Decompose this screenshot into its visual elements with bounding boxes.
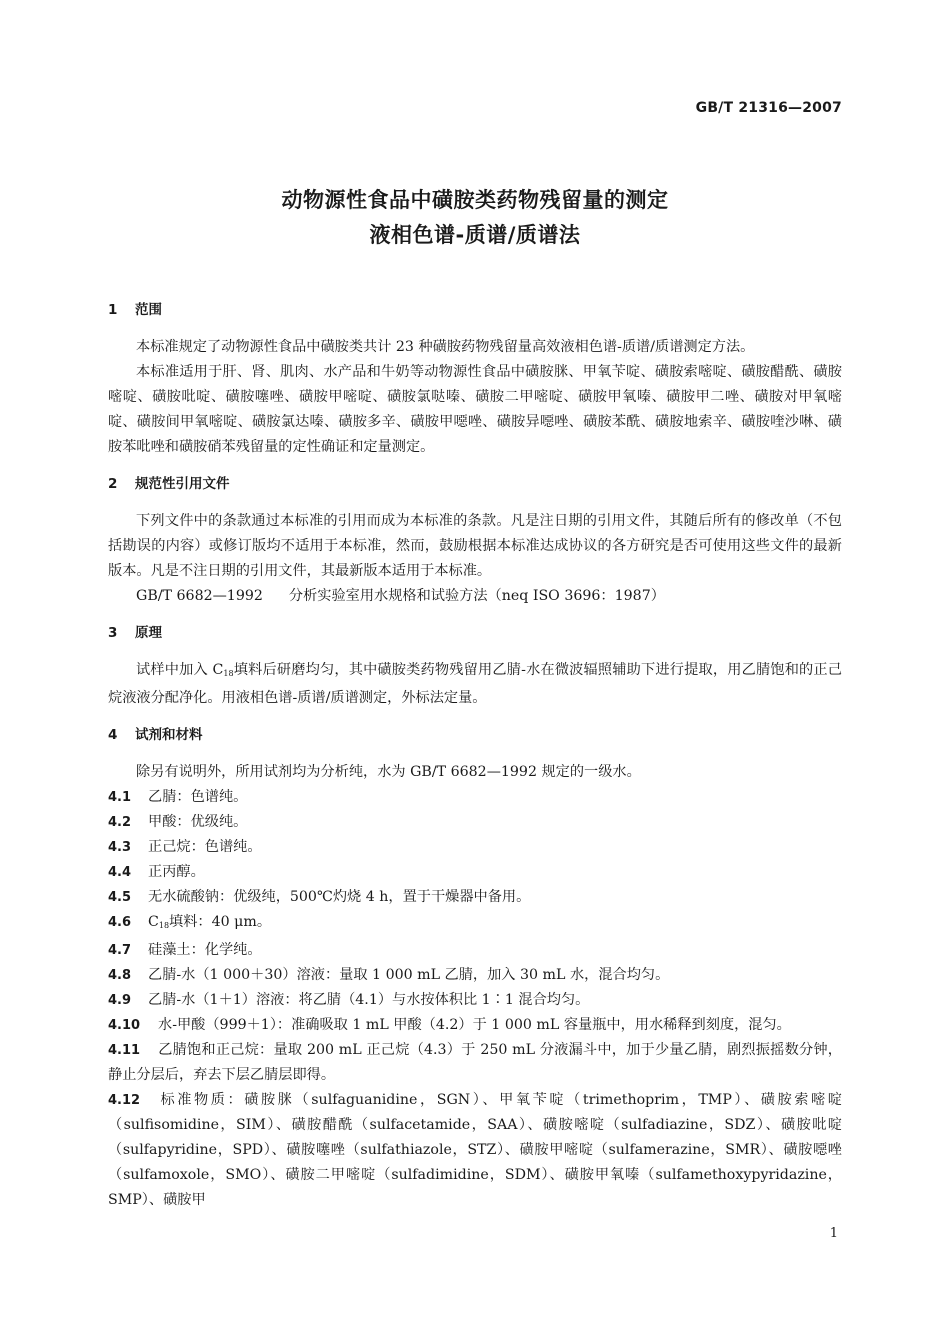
list-item [108,1013,842,1038]
list-item [108,988,842,1013]
section-title: 原理 [135,625,162,641]
item-text: 硅藻土：化学纯。 [148,942,262,958]
item-number: 4.9 [108,993,132,1008]
item-number: 4.4 [108,865,132,880]
list-item [108,860,842,885]
section-3-paragraph-1 [108,658,842,711]
item-number: 4.11 [108,1043,141,1058]
normative-reference [108,584,842,609]
section-title: 规范性引用文件 [135,476,230,492]
page-number: 1 [829,1226,838,1241]
section-number: 1 [108,302,118,318]
document-body [108,298,842,1213]
reference-title: 分析实验室用水规格和试验方法（neq ISO 3696：1987） [288,588,665,604]
section-3-heading [108,621,842,646]
section-number: 2 [108,476,118,492]
list-item [108,963,842,988]
section-4-intro: 除另有说明外，所用试剂均为分析纯，水为 GB/T 6682—1992 规定的一级水。 [136,764,641,780]
item-number: 4.7 [108,943,132,958]
section-title: 试剂和材料 [135,727,203,743]
section-1-paragraph-2: 本标准适用于肝、肾、肌肉、水产品和牛奶等动物源性食品中磺胺脒、甲氧苄啶、磺胺索嘧啶、磺胺醋酰、磺胺嘧啶、磺胺吡啶、磺胺噻唑、磺胺甲嘧啶、磺胺氯哒嗪、磺胺二甲嘧啶、磺胺甲氧嗪、磺胺甲二唑、磺胺对甲氧嘧啶、磺胺间甲氧嘧啶、磺胺氯达嗪、磺胺多辛、磺胺甲噁唑、磺胺异噁唑、磺胺苯酰、磺胺地索辛、磺胺喹沙啉、磺胺苯吡唑和磺胺硝苯残留量的定性确证和定量测定。 [108,364,842,455]
document-title-line1: 动物源性食品中磺胺类药物残留量的测定 [281,188,669,212]
subscript: 18 [158,921,170,930]
item-text: C [148,914,159,930]
list-item [108,910,842,938]
item-number: 4.10 [108,1018,141,1033]
section-2-heading [108,472,842,497]
item-number: 4.8 [108,968,132,983]
item-text: 填料：40 μm。 [169,914,272,930]
item-number: 4.5 [108,890,132,905]
section-number: 4 [108,727,118,743]
item-number: 4.2 [108,815,132,830]
subscript: 18 [223,669,234,678]
section-1-paragraph-1: 本标准规定了动物源性食品中磺胺类共计 23 种磺胺药物残留量高效液相色谱-质谱/质谱测定方法。 [136,339,755,355]
text-fragment: 试样中加入 C [136,662,224,678]
item-text: 正己烷：色谱纯。 [148,839,262,855]
item-text: 正丙醇。 [148,864,205,880]
list-item [108,835,842,860]
section-1-heading [108,298,842,323]
item-number: 4.1 [108,790,132,805]
section-2-paragraph-1: 下列文件中的条款通过本标准的引用而成为本标准的条款。凡是注日期的引用文件，其随后所有的修改单（不包括勘误的内容）或修订版均不适用于本标准，然而，鼓励根据本标准达成协议的各方研究是否可使用这些文件的最新版本。凡是不注日期的引用文件，其最新版本适用于本标准。 [108,513,842,579]
list-item [108,785,842,810]
item-number: 4.3 [108,840,132,855]
item-text: 乙腈-水（1 000＋30）溶液：量取 1 000 mL 乙腈，加入 30 mL 水，混合均匀。 [148,967,670,983]
reference-code: GB/T 6682—1992 [136,588,263,604]
item-text: 甲酸：优级纯。 [148,814,248,830]
text-fragment: 填料后研磨均匀，其中磺胺类药物残留用乙腈-水在微波辐照辅助下进行提取，用乙腈饱和的正己烷液液分配净化。用液相色谱-质谱/质谱测定，外标法定量。 [108,662,842,706]
item-number: 4.12 [108,1093,141,1108]
item-text: 乙腈：色谱纯。 [148,789,248,805]
section-title: 范围 [135,302,162,318]
document-title-line2: 液相色谱-质谱/质谱法 [369,223,581,247]
section-4-heading [108,723,842,748]
item-text: 水-甲酸（999＋1）：准确吸取 1 mL 甲酸（4.2）于 1 000 mL 容量瓶中，用水稀释到刻度，混匀。 [158,1017,791,1033]
item-number: 4.6 [108,915,132,930]
item-text: 乙腈-水（1＋1）溶液：将乙腈（4.1）与水按体积比 1∶1 混合均匀。 [148,992,590,1008]
item-text: 乙腈饱和正己烷：量取 200 mL 正己烷（4.3）于 250 mL 分液漏斗中，加于少量乙腈，剧烈振摇数分钟，静止分层后，弃去下层乙腈层即得。 [108,1042,842,1083]
list-item [108,1038,842,1088]
list-item [108,938,842,963]
item-text: 标准物质：磺胺脒（sulfaguanidine，SGN）、甲氧苄啶（trimethoprim，TMP）、磺胺索嘧啶（sulfisomidine，SIM）、磺胺醋酰（sulfacetamide，SAA）、磺胺嘧啶（sulfadiazine，SDZ）、磺胺吡啶（sulfapyridine，SPD）、磺胺噻唑（sulfathiazole，STZ）、磺胺甲嘧啶（sulfamerazine，SMR）、磺胺噁唑（sulfamoxole，SMO）、磺胺二甲嘧啶（sulfadimidine，SDM）、磺胺甲氧嗪（sulfamethoxypyridazine，SMP）、磺胺甲 [108,1092,842,1208]
list-item [108,1088,842,1213]
item-text: 无水硫酸钠：优级纯，500℃灼烧 4 h，置于干燥器中备用。 [148,889,531,905]
list-item [108,810,842,835]
list-item [108,885,842,910]
standard-number: GB/T 21316—2007 [695,100,842,116]
section-number: 3 [108,625,118,641]
